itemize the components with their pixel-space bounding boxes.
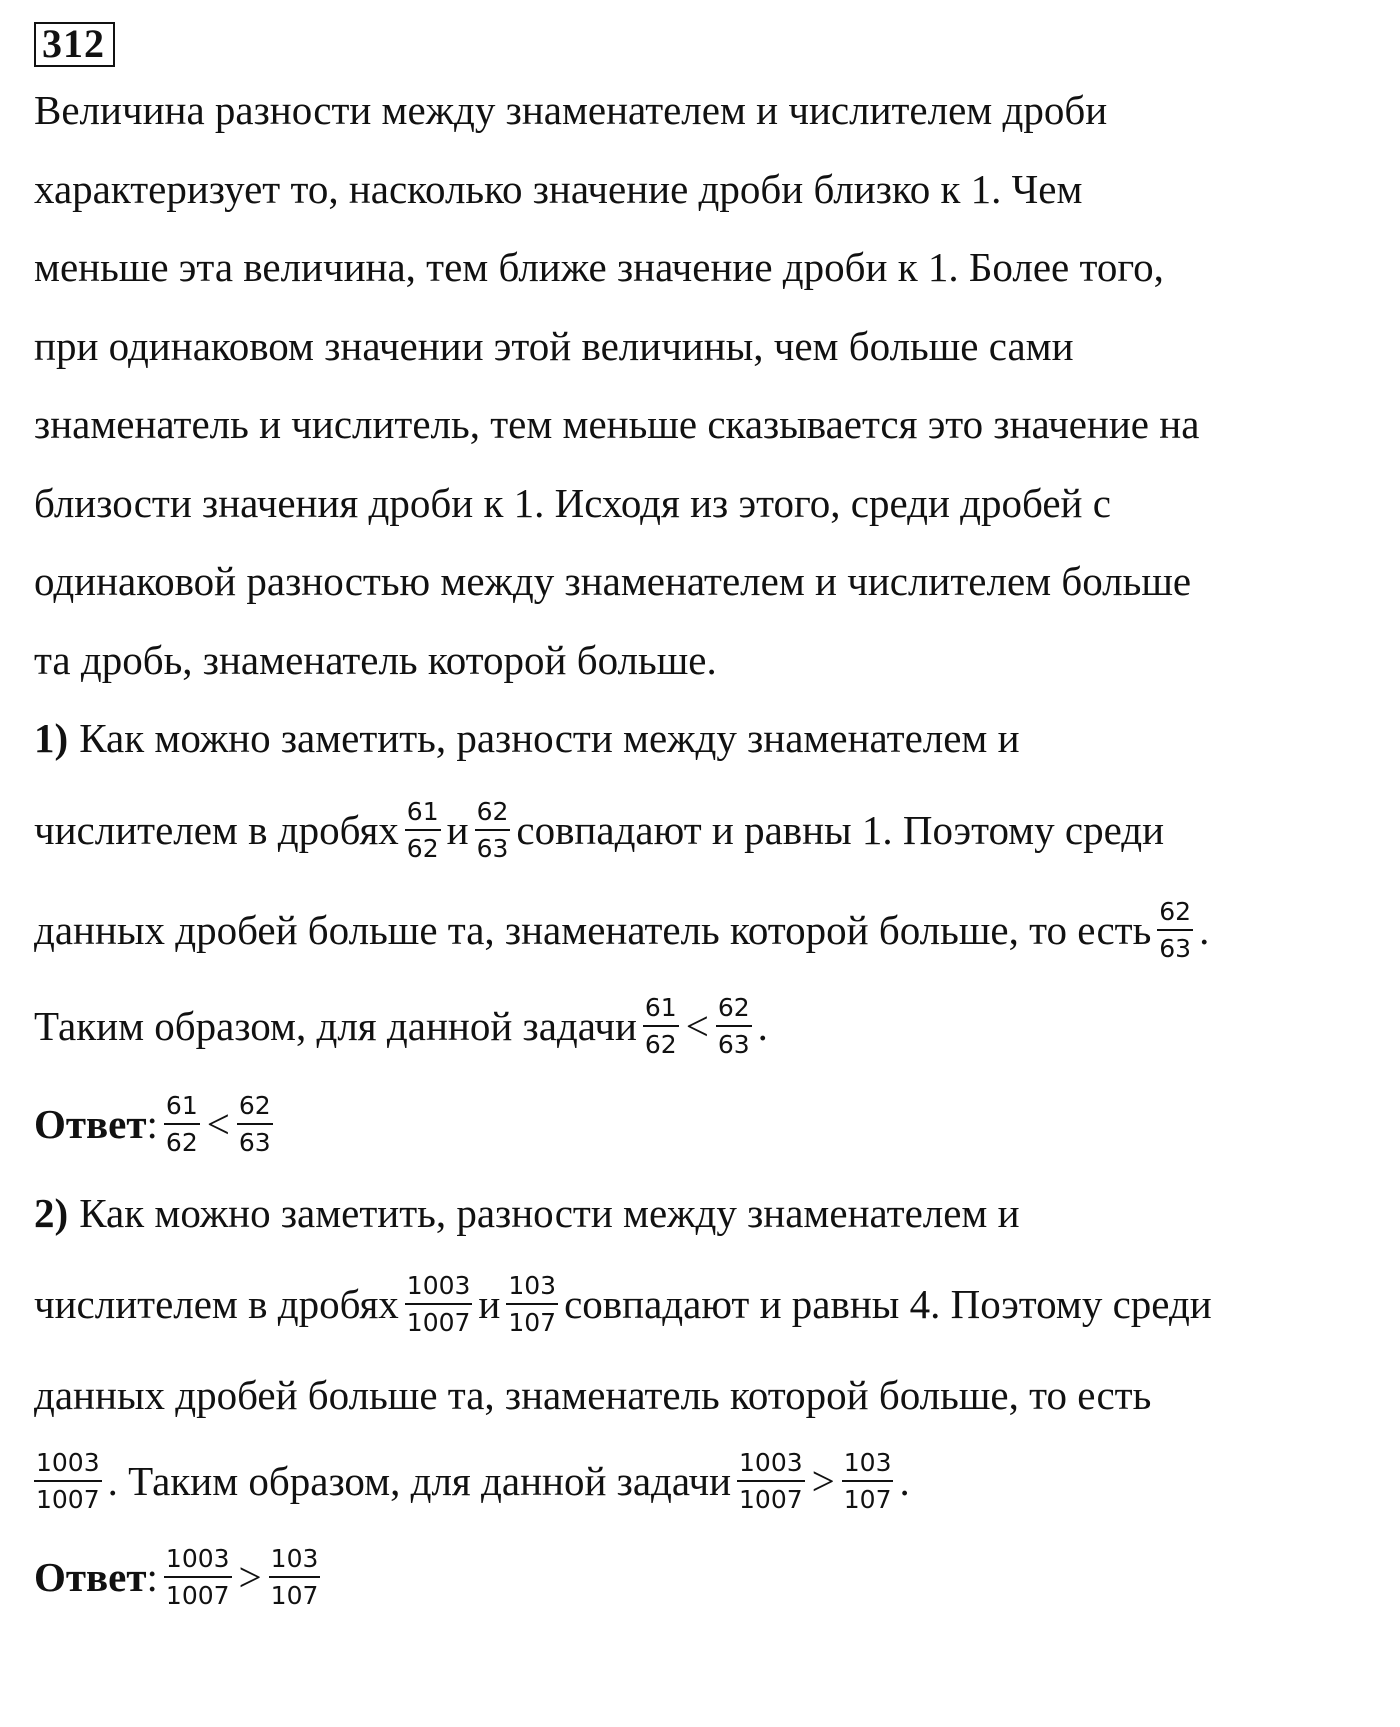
fraction-103-107 bbox=[506, 1273, 558, 1335]
fraction-denominator: 1007 bbox=[36, 1484, 100, 1514]
fraction-1003-1007 bbox=[737, 1447, 805, 1514]
answer-colon: : bbox=[146, 1100, 158, 1147]
part1-line4 bbox=[34, 978, 1374, 1074]
fraction-denominator: 62 bbox=[644, 1029, 677, 1059]
fraction-denominator: 63 bbox=[238, 1127, 271, 1157]
greater-than-sign: > bbox=[238, 1553, 262, 1600]
fraction-61-62 bbox=[405, 796, 441, 863]
fraction-numerator: 62 bbox=[476, 796, 509, 826]
fraction-1003-1007 bbox=[34, 1447, 102, 1514]
fraction-62-63 bbox=[475, 796, 511, 863]
fraction-numerator: 62 bbox=[717, 992, 750, 1022]
part2-line1-text: Как можно заметить, разности между знаменателем и bbox=[79, 1189, 1020, 1236]
part-1 bbox=[34, 699, 1374, 1174]
part2-line1 bbox=[34, 1174, 1374, 1253]
fraction-61-62 bbox=[643, 992, 679, 1059]
answer-label: Ответ bbox=[34, 1553, 147, 1600]
fraction-denominator: 107 bbox=[508, 1308, 557, 1337]
answer-label: Ответ bbox=[34, 1100, 147, 1147]
intro-line: одинаковой разностью между знаменателем и числителем больше bbox=[34, 558, 1192, 605]
part1-conj: и bbox=[446, 806, 469, 853]
fraction-numerator: 62 bbox=[238, 1090, 271, 1120]
task-number-box: 312 bbox=[34, 22, 115, 67]
part1-line4-prefix: Таким образом, для данной задачи bbox=[34, 1002, 637, 1049]
fraction-61-62 bbox=[164, 1090, 200, 1157]
less-than-sign: < bbox=[206, 1100, 230, 1147]
fraction-denominator: 1007 bbox=[406, 1308, 471, 1337]
fraction-denominator: 1007 bbox=[165, 1580, 230, 1610]
part2-conj: и bbox=[478, 1281, 501, 1327]
fraction-103-107 bbox=[269, 1543, 321, 1610]
part1-marker: 1) bbox=[34, 715, 69, 762]
part2-line3-text: данных дробей больше та, знаменатель которой больше, то есть bbox=[34, 1372, 1152, 1419]
fraction-62-63 bbox=[716, 992, 752, 1059]
fraction-1003-1007 bbox=[405, 1273, 473, 1335]
intro-paragraph bbox=[34, 71, 1374, 699]
part2-line3 bbox=[34, 1356, 1374, 1435]
fraction-numerator: 103 bbox=[270, 1543, 319, 1573]
solution-page bbox=[34, 22, 1374, 1627]
part2-answer bbox=[34, 1527, 1374, 1627]
fraction-denominator: 62 bbox=[406, 833, 439, 863]
part1-line1 bbox=[34, 699, 1374, 778]
fraction-numerator: 103 bbox=[508, 1271, 557, 1300]
fraction-denominator: 107 bbox=[843, 1484, 892, 1514]
fraction-denominator: 1007 bbox=[739, 1484, 803, 1514]
fraction-numerator: 61 bbox=[406, 796, 439, 826]
part-2 bbox=[34, 1174, 1374, 1627]
fraction-62-63 bbox=[237, 1090, 273, 1157]
part2-line4 bbox=[34, 1435, 1374, 1527]
intro-line: меньше эта величина, тем ближе значение дроби к 1. Более того, bbox=[34, 244, 1164, 291]
period: . bbox=[1199, 906, 1210, 953]
part2-line2-suffix: совпадают и равны 4. Поэтому среди bbox=[564, 1281, 1212, 1327]
fraction-numerator: 1003 bbox=[36, 1447, 100, 1477]
intro-line: та дробь, знаменатель которой больше. bbox=[34, 636, 717, 683]
fraction-1003-1007 bbox=[164, 1543, 232, 1610]
period: . bbox=[757, 1002, 768, 1049]
fraction-103-107 bbox=[842, 1447, 894, 1514]
greater-than-sign: > bbox=[811, 1457, 835, 1504]
fraction-denominator: 63 bbox=[717, 1029, 750, 1059]
part2-line2-prefix: числителем в дробях bbox=[34, 1281, 399, 1327]
intro-line: близости значения дроби к 1. Исходя из этого, среди дробей с bbox=[34, 479, 1111, 526]
less-than-sign: < bbox=[685, 1002, 709, 1049]
answer-colon: : bbox=[146, 1553, 158, 1600]
part1-line2-prefix: числителем в дробях bbox=[34, 806, 399, 853]
intro-line: характеризует то, насколько значение дроби близко к 1. Чем bbox=[34, 165, 1083, 212]
fraction-numerator: 61 bbox=[165, 1090, 198, 1120]
period: . bbox=[899, 1457, 910, 1504]
intro-line: при одинаковом значении этой величины, чем больше сами bbox=[34, 322, 1074, 369]
intro-line: Величина разности между знаменателем и числителем дроби bbox=[34, 87, 1108, 134]
part2-line4-middle: . Таким образом, для данной задачи bbox=[107, 1457, 732, 1504]
intro-line: знаменатель и числитель, тем меньше сказывается это значение на bbox=[34, 401, 1200, 448]
part1-line2 bbox=[34, 778, 1374, 882]
part1-line3 bbox=[34, 882, 1374, 978]
part2-marker: 2) bbox=[34, 1189, 69, 1236]
part2-line2 bbox=[34, 1252, 1374, 1356]
fraction-numerator: 1003 bbox=[406, 1271, 471, 1300]
fraction-denominator: 63 bbox=[1159, 933, 1192, 963]
part1-line1-text: Как можно заметить, разности между знаменателем и bbox=[79, 715, 1020, 762]
fraction-denominator: 107 bbox=[270, 1580, 319, 1610]
fraction-numerator: 62 bbox=[1159, 896, 1192, 926]
fraction-denominator: 63 bbox=[476, 833, 509, 863]
fraction-denominator: 62 bbox=[165, 1127, 198, 1157]
part1-line2-suffix: совпадают и равны 1. Поэтому среди bbox=[516, 806, 1165, 853]
fraction-numerator: 61 bbox=[644, 992, 677, 1022]
part1-line3-text: данных дробей больше та, знаменатель которой больше, то есть bbox=[34, 906, 1152, 953]
part1-answer bbox=[34, 1074, 1374, 1174]
fraction-numerator: 1003 bbox=[165, 1543, 230, 1573]
fraction-numerator: 1003 bbox=[739, 1447, 803, 1477]
fraction-62-63 bbox=[1157, 896, 1193, 963]
fraction-numerator: 103 bbox=[843, 1447, 892, 1477]
